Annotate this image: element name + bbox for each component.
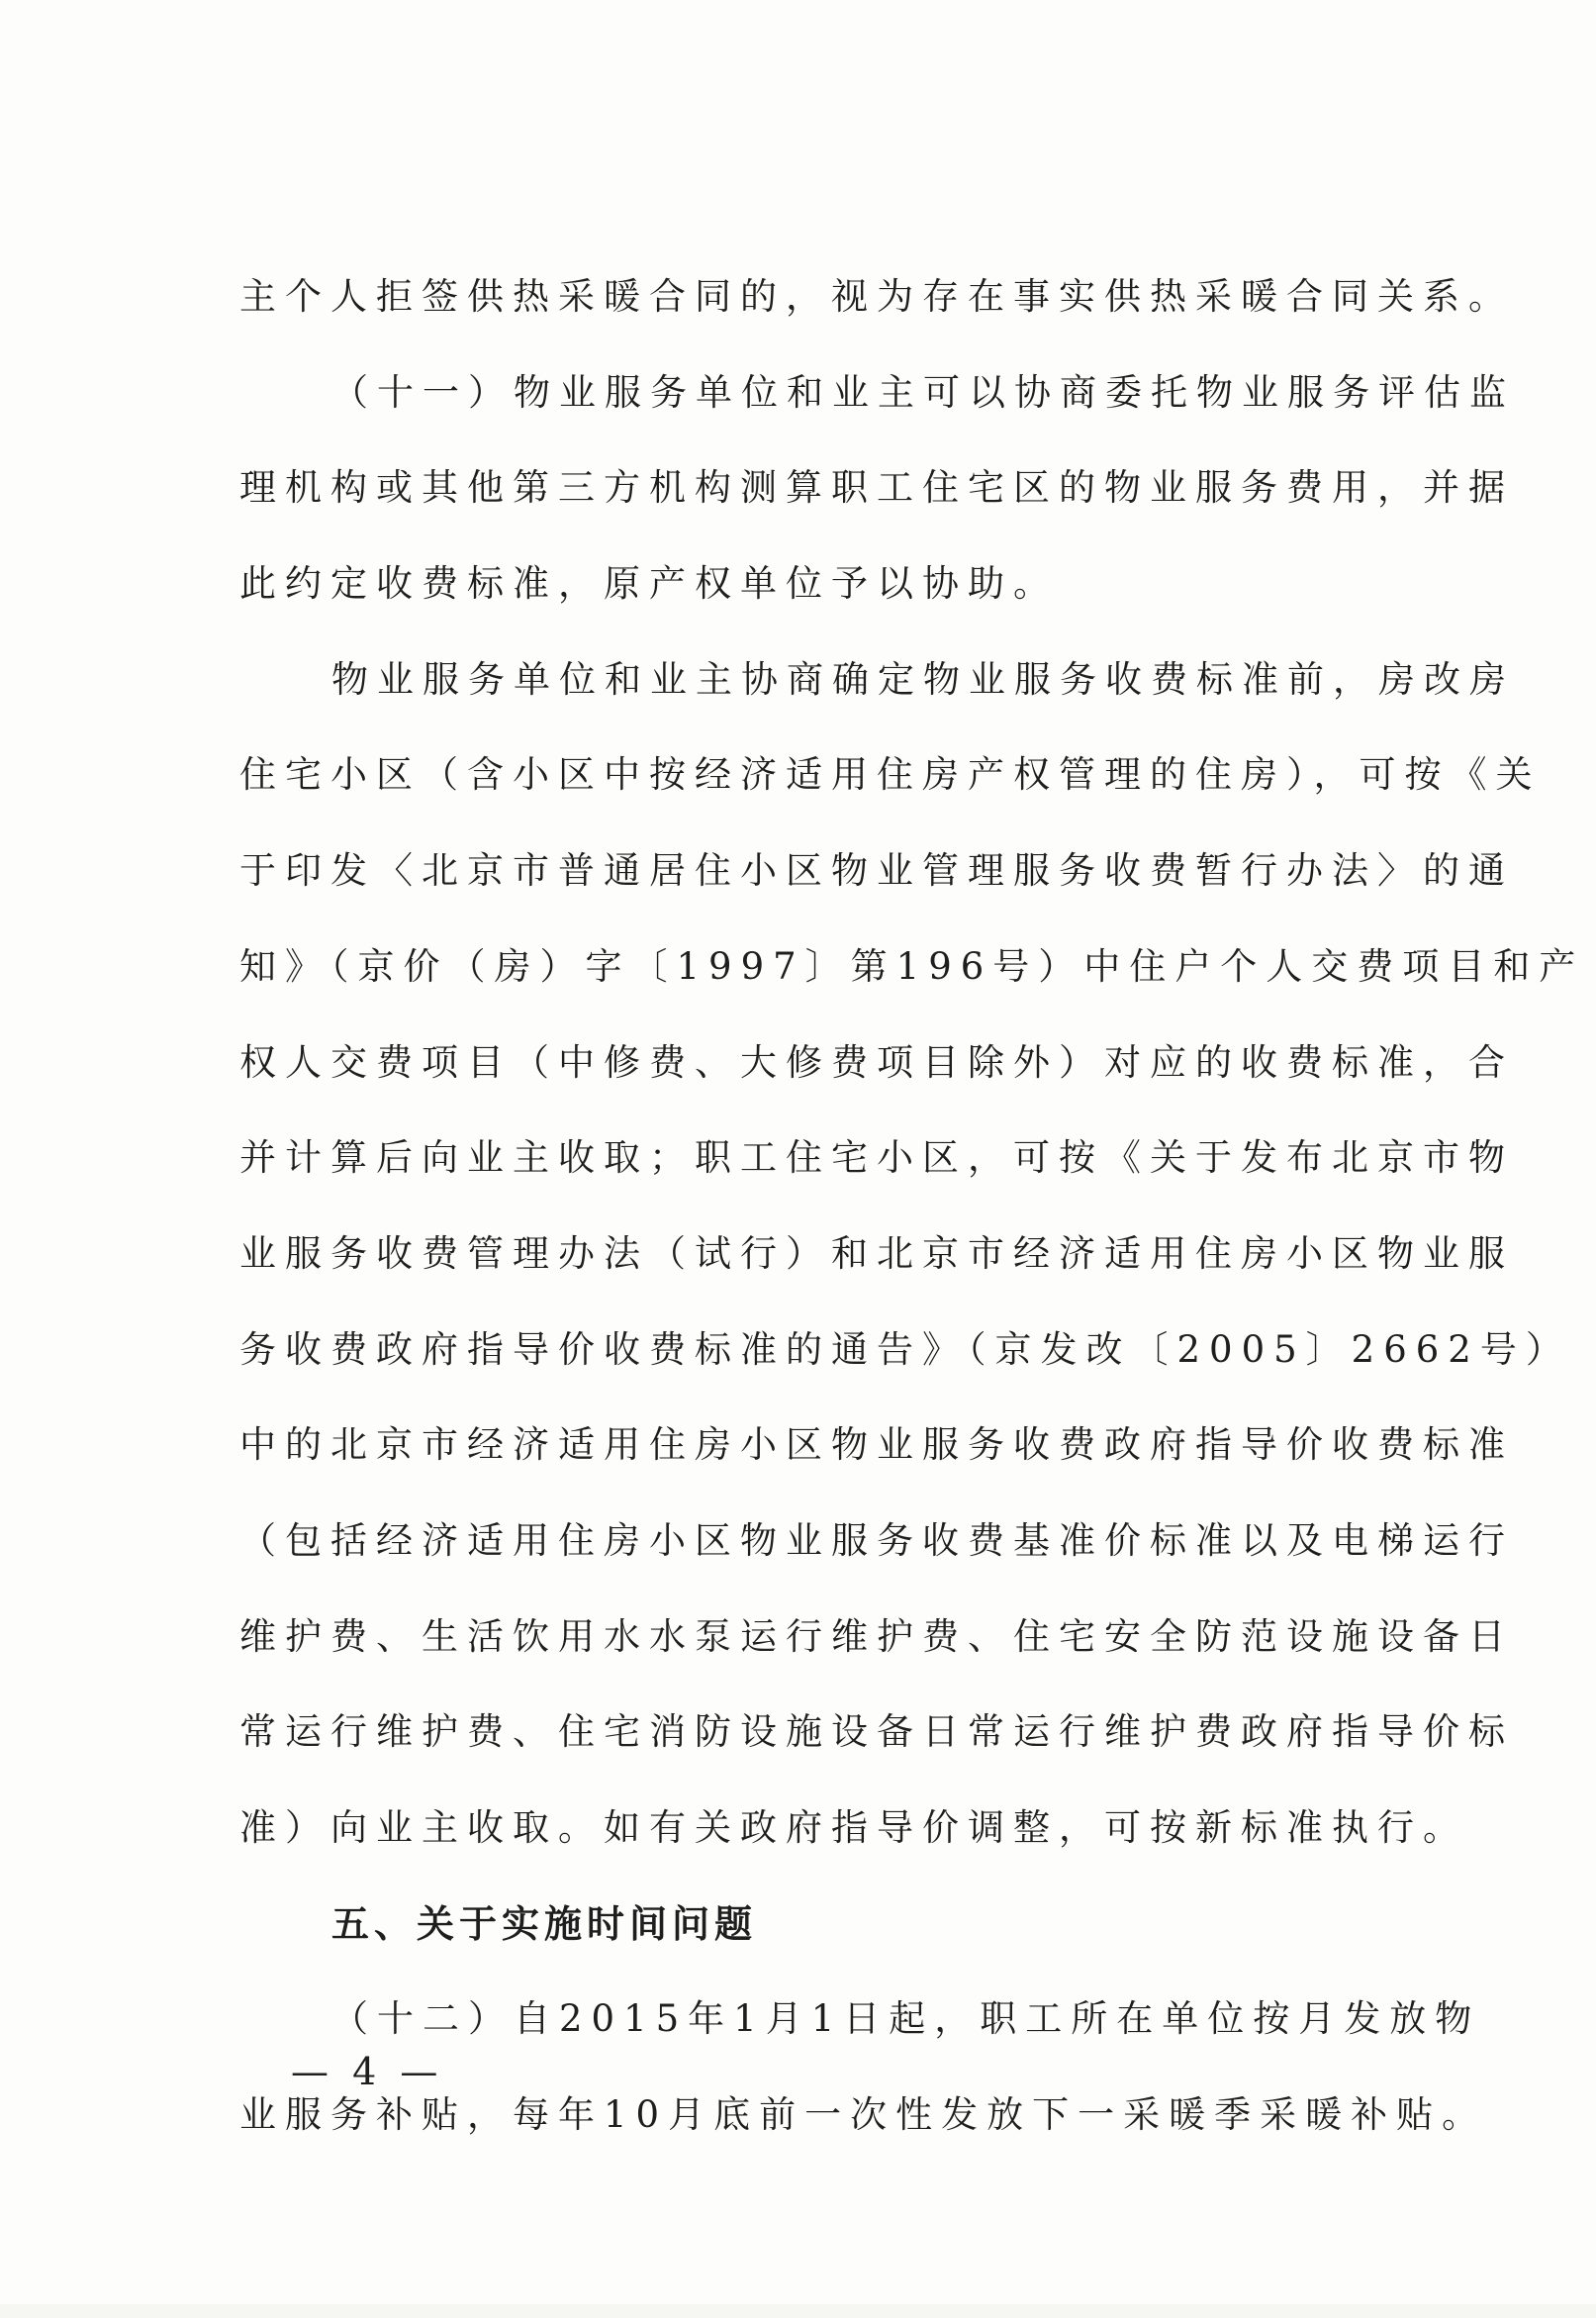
text-line-16: 常运行维护费、住宅消防设施设备日常运行维护费政府指导价标 bbox=[239, 1710, 1514, 1754]
scan-bottom-edge bbox=[0, 2304, 1596, 2318]
text-line-15: 维护费、生活饮用水水泵运行维护费、住宅安全防范设施设备日 bbox=[239, 1614, 1514, 1658]
text-line-6: 住宅小区（含小区中按经济适用住房产权管理的住房），可按《关 bbox=[239, 753, 1542, 797]
text-line-5: 物业服务单位和业主协商确定物业服务收费标准前，房改房 bbox=[331, 657, 1515, 701]
text-line-2: （十一）物业服务单位和业主可以协商委托物业服务评估监 bbox=[331, 370, 1515, 414]
text-line-9: 权人交费项目（中修费、大修费项目除外）对应的收费标准，合 bbox=[239, 1040, 1514, 1084]
text-line-4: 此约定收费标准，原产权单位予以协助。 bbox=[239, 562, 1059, 606]
section-heading: 五、关于实施时间问题 bbox=[331, 1901, 758, 1946]
text-line-1: 主个人拒签供热采暖合同的，视为存在事实供热采暖合同关系。 bbox=[239, 275, 1514, 318]
text-line-20: 业服务补贴，每年10月底前一次性发放下一采暖季采暖补贴。 bbox=[239, 2093, 1488, 2137]
text-line-11: 业服务收费管理办法（试行）和北京市经济适用住房小区物业服 bbox=[239, 1231, 1514, 1275]
text-line-19: （十二）自2015年1月1日起，职工所在单位按月发放物 bbox=[331, 1997, 1481, 2041]
text-line-12: 务收费政府指导价收费标准的通告》（京发改〔2005〕2662号） bbox=[239, 1327, 1571, 1371]
text-line-10: 并计算后向业主收取；职工住宅小区，可按《关于发布北京市物 bbox=[239, 1136, 1514, 1180]
page-number: — 4 — bbox=[291, 2050, 444, 2093]
text-line-3: 理机构或其他第三方机构测算职工住宅区的物业服务费用，并据 bbox=[239, 466, 1514, 510]
text-line-13: 中的北京市经济适用住房小区物业服务收费政府指导价收费标准 bbox=[239, 1423, 1514, 1467]
body-text bbox=[239, 249, 1585, 2164]
text-line-8: 知》（京价（房）字〔1997〕第196号）中住户个人交费项目和产 bbox=[239, 944, 1585, 988]
text-line-7: 于印发〈北京市普通居住小区物业管理服务收费暂行办法〉的通 bbox=[239, 849, 1514, 893]
text-line-14: （包括经济适用住房小区物业服务收费基准价标准以及电梯运行 bbox=[239, 1518, 1514, 1562]
text-line-17: 准）向业主收取。如有关政府指导价调整，可按新标准执行。 bbox=[239, 1806, 1468, 1849]
